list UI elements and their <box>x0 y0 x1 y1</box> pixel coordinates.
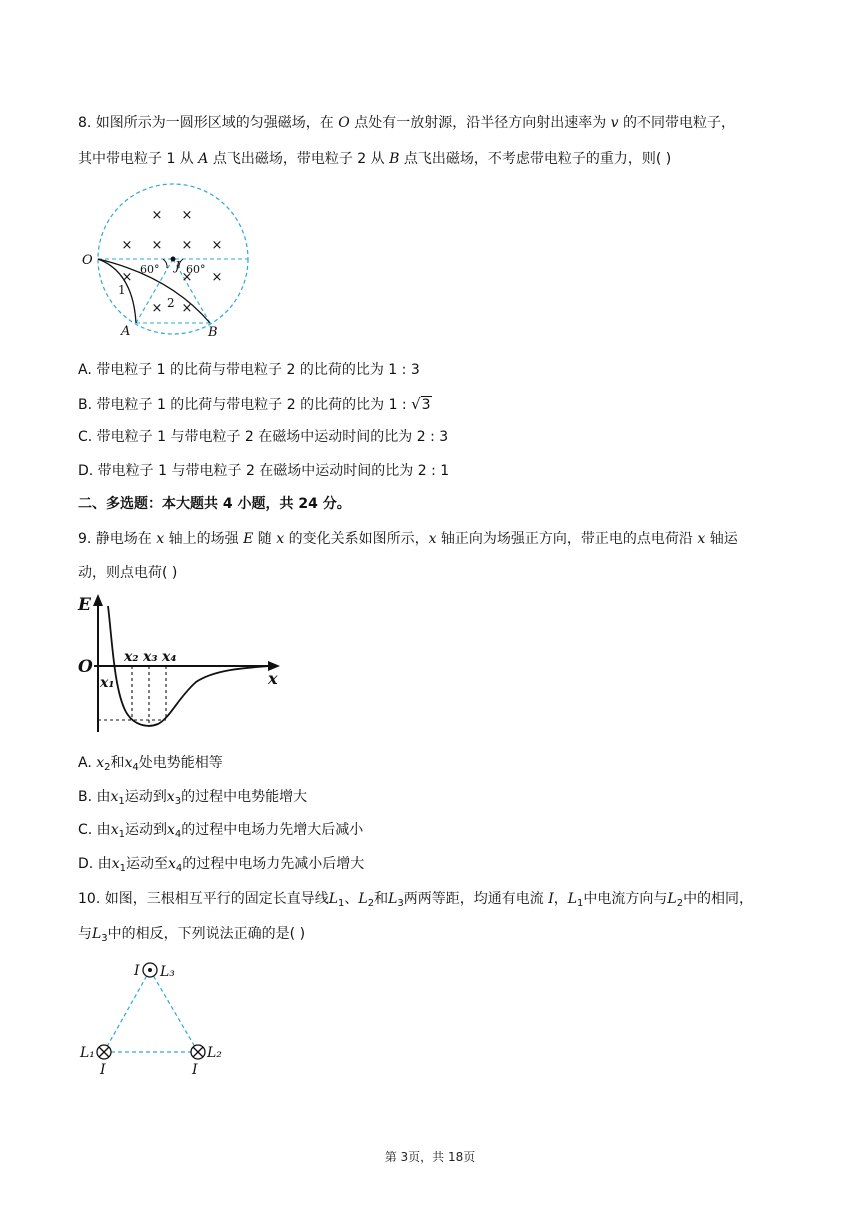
cross-mark: × <box>151 208 163 223</box>
cross-mark: × <box>121 270 133 285</box>
label-I-L1: I <box>100 1062 106 1078</box>
q9-stem-line2: 动，则点电荷( ) <box>78 565 178 581</box>
q10-stem-line2: 与$L_3$中的相反，下列说法正确的是( ) <box>78 926 306 944</box>
side-L3-L2 <box>150 970 198 1052</box>
page-footer: 第 3页，共 18页 <box>384 1150 476 1164</box>
q9-option-D[interactable]: D. 由$x_1$运动至$x_4$的过程中电场力先减小后增大 <box>78 856 365 874</box>
cross-mark: × <box>181 301 193 316</box>
q8-option-C[interactable]: C. 带电粒子 1 与带电粒子 2 在磁场中运动时间的比为 2 : 3 <box>78 429 449 445</box>
q8-magnetic-field-figure <box>78 180 268 340</box>
label-angle-right: 60° <box>186 263 206 276</box>
q8-option-D[interactable]: D. 带电粒子 1 与带电粒子 2 在磁场中运动时间的比为 2 : 1 <box>78 463 450 479</box>
q8-option-A[interactable]: A. 带电粒子 1 的比荷与带电粒子 2 的比荷的比为 1 : 3 <box>78 362 420 378</box>
q8-stem-line2: 其中带电粒子 1 从 A 点飞出磁场，带电粒子 2 从 B 点飞出磁场，不考虑带电粒子的重力，则( ) <box>78 151 672 167</box>
label-L2: L₂ <box>207 1045 222 1061</box>
label-L1: L₁ <box>80 1045 95 1061</box>
label-path-2: 2 <box>167 296 175 310</box>
label-L3: L₃ <box>160 964 175 980</box>
cross-mark: × <box>181 238 193 253</box>
label-B: B <box>208 325 218 340</box>
cross-mark: × <box>151 238 163 253</box>
angle-arc-left <box>163 259 167 268</box>
q9-E-x-graph <box>74 590 284 740</box>
q8-option-B[interactable]: B. 带电粒子 1 的比荷与带电粒子 2 的比荷的比为 1 : √3 <box>78 395 431 413</box>
wire-L1-into-page-icon <box>97 1045 111 1059</box>
label-x2: x₂ <box>124 649 139 665</box>
wire-L2-into-page-icon <box>191 1045 205 1059</box>
label-E: E <box>78 595 91 615</box>
label-I-L3: I <box>134 963 140 979</box>
side-L3-L1 <box>104 970 150 1052</box>
label-I-L2: I <box>192 1062 198 1078</box>
cross-mark: × <box>121 238 133 253</box>
e-axis-arrow <box>93 594 103 606</box>
q9-option-A[interactable]: A. $x_2$和$x_4$处电势能相等 <box>78 755 223 773</box>
cross-mark: × <box>211 270 223 285</box>
cross-mark: × <box>181 270 193 285</box>
cross-mark: × <box>151 301 163 316</box>
label-angle-left: 60° <box>140 263 160 276</box>
label-path-1: 1 <box>118 283 126 297</box>
q9-stem-line1: 9. 静电场在 x 轴上的场强 E 随 x 的变化关系如图所示，x 轴正向为场强正方向，带正电的点电荷沿 x 轴运 <box>78 531 738 547</box>
label-x3: x₃ <box>143 649 158 665</box>
label-J: J <box>175 259 180 273</box>
label-O: O <box>82 253 93 268</box>
label-x: x <box>268 669 278 688</box>
label-x1: x₁ <box>100 675 115 691</box>
wire-L3-out-of-page-icon <box>143 963 157 977</box>
q9-option-C[interactable]: C. 由$x_1$运动到$x_4$的过程中电场力先增大后减小 <box>78 822 364 840</box>
label-O: O <box>78 657 93 677</box>
cross-mark: × <box>181 208 193 223</box>
label-x4: x₄ <box>162 649 177 665</box>
cross-mark: × <box>211 238 223 253</box>
label-A: A <box>121 324 131 339</box>
q10-stem-line1: 10. 如图，三根相互平行的固定长直导线$L_1$、$L_2$和$L_3$两两等距，均通有电流 I，$L_1$中电流方向与$L_2$中的相同， <box>78 891 754 909</box>
section-heading: 二、多选题：本大题共 4 小题，共 24 分。 <box>78 496 351 512</box>
q8-stem-line1: 8. 如图所示为一圆形区域的匀强磁场，在 O 点处有一放射源，沿半径方向射出速率为 v 的不同带电粒子， <box>78 115 736 131</box>
q10-three-wires-figure <box>76 954 236 1079</box>
q9-option-B[interactable]: B. 由$x_1$运动到$x_3$的过程中电势能增大 <box>78 789 308 807</box>
